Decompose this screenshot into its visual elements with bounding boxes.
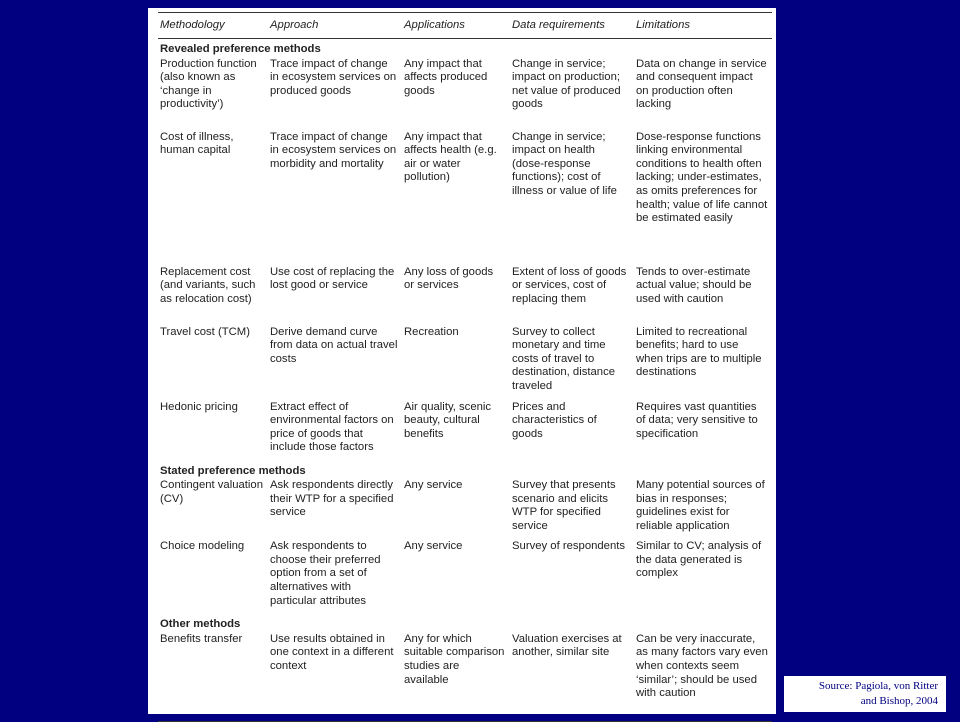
cell-applications: Any impact that affects health (e.g. air or water pollution) bbox=[404, 130, 497, 184]
cell-limitations: Requires vast quantities of data; very sensitive to specification bbox=[636, 400, 758, 440]
cell-data-requirements: Change in service; impact on health (dose-response functions); cost of illness or value of life bbox=[512, 130, 617, 197]
cell-limitations: Tends to over-estimate actual value; should be used with caution bbox=[636, 265, 752, 305]
column-header-limitations: Limitations bbox=[634, 13, 772, 39]
cell-approach: Derive demand curve from data on actual travel costs bbox=[270, 325, 398, 365]
cell-methodology: Travel cost (TCM) bbox=[160, 325, 250, 338]
table-row bbox=[158, 401, 772, 461]
cell-data-requirements: Survey to collect monetary and time costs of travel to destination, distance traveled bbox=[512, 325, 615, 392]
cell-data-requirements: Prices and characteristics of goods bbox=[512, 400, 597, 440]
cell-data-requirements: Survey of respondents bbox=[512, 540, 626, 553]
cell-applications: Any for which suitable comparison studies are available bbox=[402, 633, 510, 722]
source-line-2: and Bishop, 2004 bbox=[860, 695, 938, 707]
column-header-applications: Applications bbox=[402, 13, 510, 39]
table-row bbox=[158, 266, 772, 326]
section-title: Stated preference methods bbox=[160, 464, 306, 477]
cell-limitations: Can be very inaccurate, as many factors vary even when contexts seem ‘similar’; should be used with caution bbox=[634, 633, 772, 722]
column-header-methodology: Methodology bbox=[158, 13, 268, 39]
cell-limitations: Data on change in service and consequent impact on production often lacking bbox=[636, 57, 767, 111]
column-header-approach: Approach bbox=[268, 13, 402, 39]
cell-data-requirements: Survey that presents scenario and elicits WTP for specified service bbox=[512, 479, 616, 532]
header-row bbox=[158, 13, 772, 39]
cell-applications: Air quality, scenic beauty, cultural benefits bbox=[404, 400, 492, 440]
cell-limitations: Dose-response functions linking environmental conditions to health often lacking; under-estimates, as omits preferences for health; value of life cannot be estimated easily bbox=[636, 130, 768, 225]
section-row bbox=[158, 461, 772, 480]
cell-approach: Extract effect of environmental factors on price of goods that include those factors bbox=[270, 400, 394, 454]
table-panel bbox=[148, 8, 776, 714]
cell-applications: Any loss of goods or services bbox=[404, 265, 494, 292]
valuation-methods-table bbox=[158, 12, 772, 722]
section-row bbox=[158, 614, 772, 633]
cell-methodology: Cost of illness, human capital bbox=[160, 130, 234, 157]
table-row bbox=[158, 326, 772, 401]
section-row bbox=[158, 39, 772, 58]
source-citation bbox=[784, 676, 946, 712]
cell-methodology: Contingent valuation (CV) bbox=[160, 479, 264, 505]
section-title: Revealed preference methods bbox=[160, 43, 321, 55]
table-row bbox=[158, 131, 772, 266]
cell-methodology: Benefits transfer bbox=[158, 633, 268, 722]
table-row bbox=[158, 58, 772, 131]
cell-methodology: Hedonic pricing bbox=[160, 400, 238, 413]
cell-data-requirements: Valuation exercises at another, similar site bbox=[510, 633, 634, 722]
cell-approach: Use results obtained in one context in a different context bbox=[268, 633, 402, 722]
cell-approach: Ask respondents directly their WTP for a specified service bbox=[270, 479, 394, 519]
table-row bbox=[158, 479, 772, 540]
cell-applications: Any service bbox=[404, 479, 463, 492]
cell-limitations: Limited to recreational benefits; hard to use when trips are to multiple destinations bbox=[636, 325, 762, 379]
cell-data-requirements: Change in service; impact on production; net value of produced goods bbox=[512, 57, 621, 111]
cell-applications: Any impact that affects produced goods bbox=[404, 57, 488, 97]
column-header-data-requirements: Data requirements bbox=[510, 13, 634, 39]
cell-data-requirements: Extent of loss of goods or services, cost of replacing them bbox=[512, 265, 627, 305]
cell-approach: Ask respondents to choose their preferred option from a set of alternatives with particular attributes bbox=[270, 540, 381, 607]
cell-methodology: Production function (also known as ‘change in productivity’) bbox=[160, 57, 257, 111]
table-body bbox=[158, 39, 772, 722]
cell-limitations: Many potential sources of bias in responses; guidelines exist for reliable application bbox=[636, 479, 765, 532]
cell-approach: Trace impact of change in ecosystem services on morbidity and mortality bbox=[270, 130, 397, 170]
cell-limitations: Similar to CV; analysis of the data generated is complex bbox=[636, 540, 762, 580]
table-row bbox=[158, 633, 772, 722]
cell-approach: Trace impact of change in ecosystem services on produced goods bbox=[270, 57, 397, 97]
cell-applications: Any service bbox=[404, 540, 463, 553]
cell-methodology: Choice modeling bbox=[160, 540, 245, 553]
cell-applications: Recreation bbox=[404, 325, 459, 338]
table-row bbox=[158, 540, 772, 614]
section-title: Other methods bbox=[160, 618, 241, 631]
source-line-1: Source: Pagiola, von Ritter bbox=[818, 680, 938, 692]
cell-methodology: Replacement cost (and variants, such as relocation cost) bbox=[160, 265, 256, 305]
cell-approach: Use cost of replacing the lost good or service bbox=[270, 265, 395, 292]
